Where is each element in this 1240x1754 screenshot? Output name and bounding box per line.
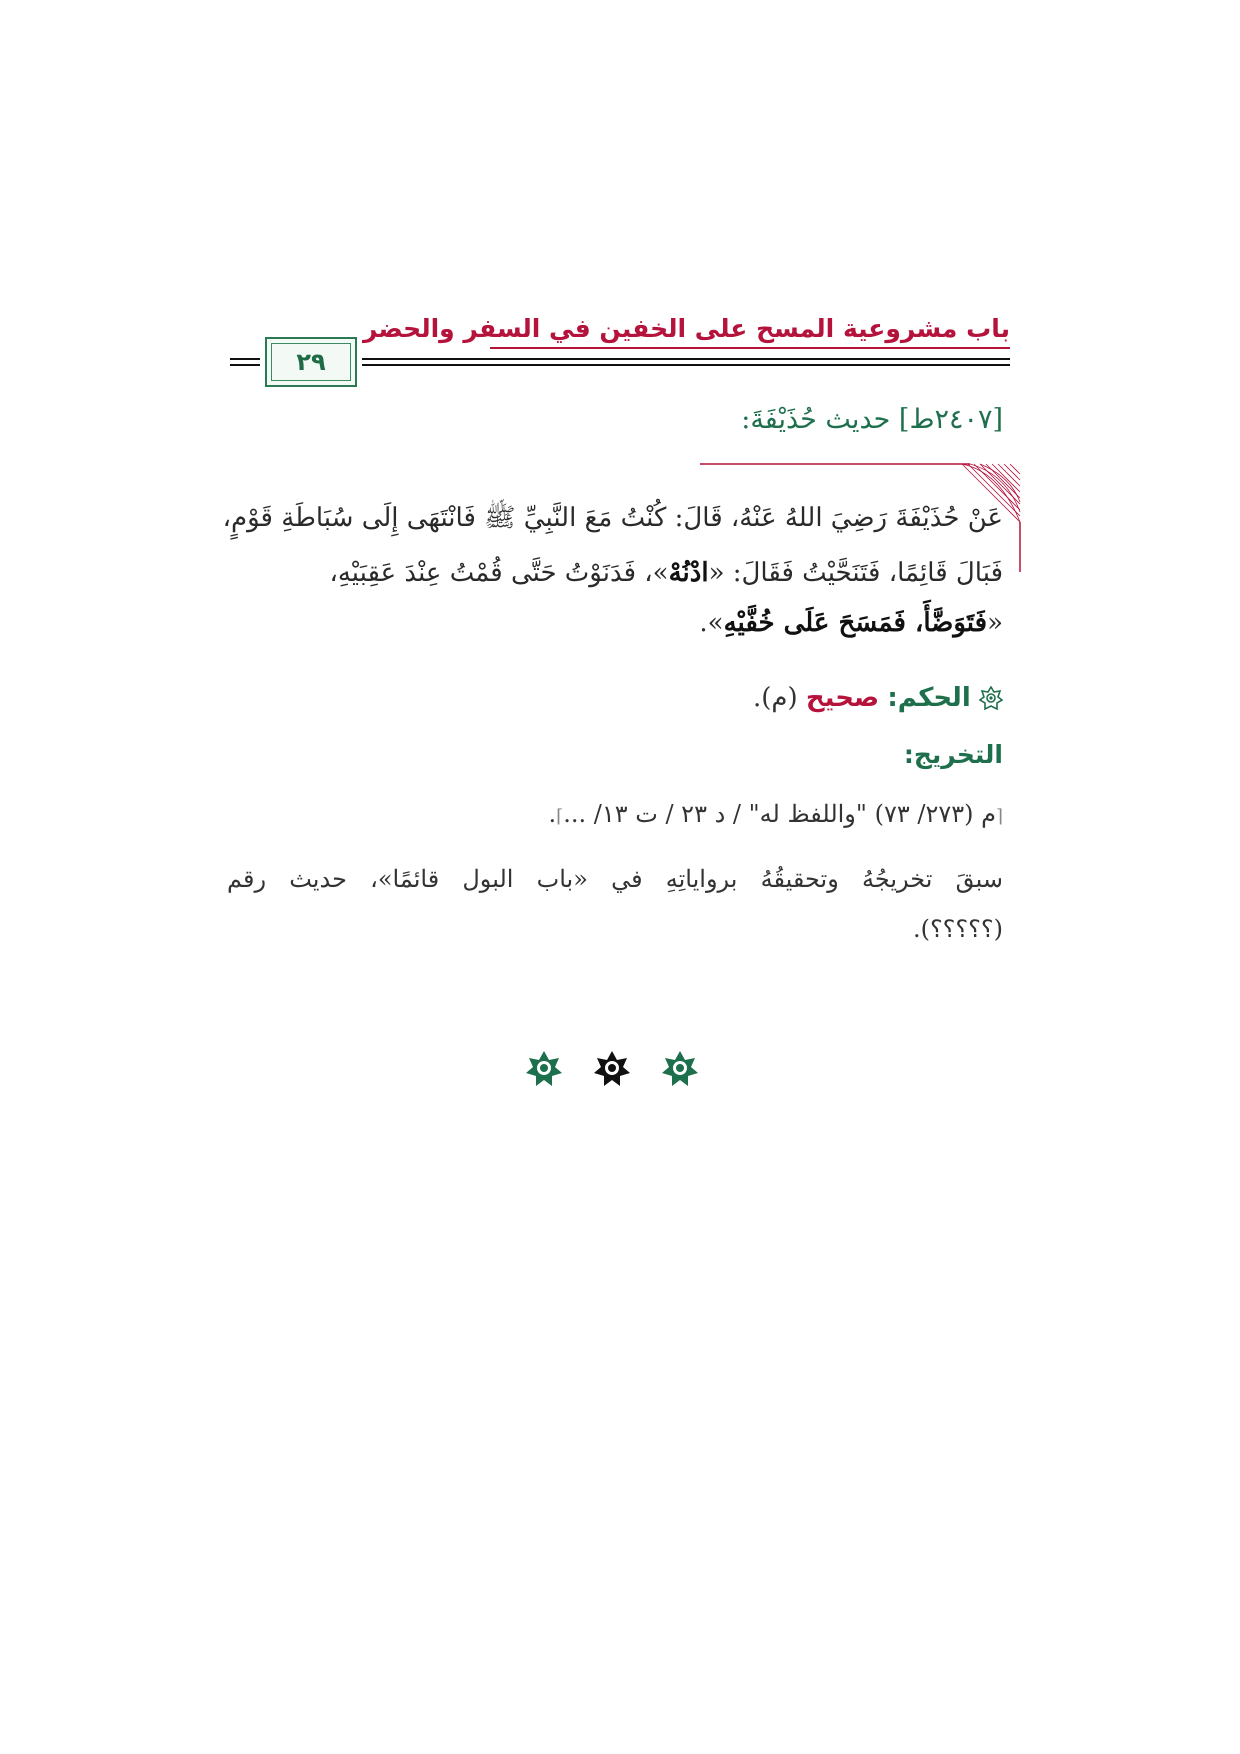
bracket-open-icon: ⌈ (995, 806, 1003, 827)
flower-bullet-icon (979, 686, 1003, 710)
ruling-source: (م). (753, 683, 798, 713)
ornament-flower-icon (662, 1051, 698, 1086)
takhrij-heading: التخريج: (903, 740, 1003, 769)
page-number-frame (265, 337, 357, 387)
hadith-quote-bold: فَتَوَضَّأَ، فَمَسَحَ عَلَى خُفَّيْهِ (723, 608, 988, 638)
header-rule-left-top (230, 358, 260, 360)
bracket-close-icon: ⌉ (556, 806, 564, 827)
hadith-text-segment: فَبَالَ قَائِمًا، فَتَنَحَّيْتُ فَقَالَ: « (708, 558, 1003, 588)
chapter-title-underline (490, 347, 1010, 349)
takhrij-note-line-1: سبقَ تخريجُهُ وتحقيقُهُ برواياتِهِ في «باب البول قائمًا»، حديث رقم (227, 865, 1003, 893)
ruling-grade: صحيح (805, 683, 880, 713)
page-number: ٢٩ (296, 348, 326, 376)
hadith-heading (741, 404, 1003, 435)
hadith-quote-bold: ادْنُهْ (668, 558, 709, 588)
ornament-flower-icon (594, 1051, 630, 1086)
hadith-text-segment: ». (699, 608, 724, 638)
hadith-text-segment: »، فَدَنَوْتُ حَتَّى قُمْتُ عِنْدَ عَقِبَيْهِ، (329, 558, 669, 588)
header-rule-left-bottom (230, 364, 260, 366)
hadith-text-line-2 (243, 560, 1003, 586)
ornament-flower-icon (526, 1051, 562, 1086)
chapter-title: باب مشروعية المسح على الخفين في السفر والحضر (363, 314, 1010, 343)
hadith-ruling (753, 683, 1003, 713)
takhrij-note-line-2: (؟؟؟؟؟). (912, 915, 1003, 943)
hadith-text-line-3 (243, 610, 1003, 636)
section-end-ornaments (522, 1048, 702, 1088)
hadith-title: حديث حُذَيْفَةَ: (741, 404, 891, 435)
hadith-text-line-1: عَنْ حُذَيْفَةَ رَضِيَ اللهُ عَنْهُ، قَالَ: كُنْتُ مَعَ النَّبِيِّ ﷺ فَانْتَهَى إِلَى سُبَاطَةِ قَوْمٍ، (222, 503, 1003, 533)
hadith-text-segment: « (987, 608, 1003, 638)
ruling-label: الحكم: (887, 683, 971, 713)
header-rule-right-top (362, 358, 1010, 360)
hadith-number: [٢٤٠٧ط] (898, 404, 1003, 435)
reference-text: م (٢٧٣/ ٧٣) "واللفظ له" / د ٢٣ / ت ١٣/ ... (563, 800, 996, 828)
takhrij-reference: ⌈م (٢٧٣/ ٧٣) "واللفظ له" / د ٢٣ / ت ١٣/ ...⌉. (548, 800, 1003, 828)
header-rule-right-bottom (362, 364, 1010, 366)
